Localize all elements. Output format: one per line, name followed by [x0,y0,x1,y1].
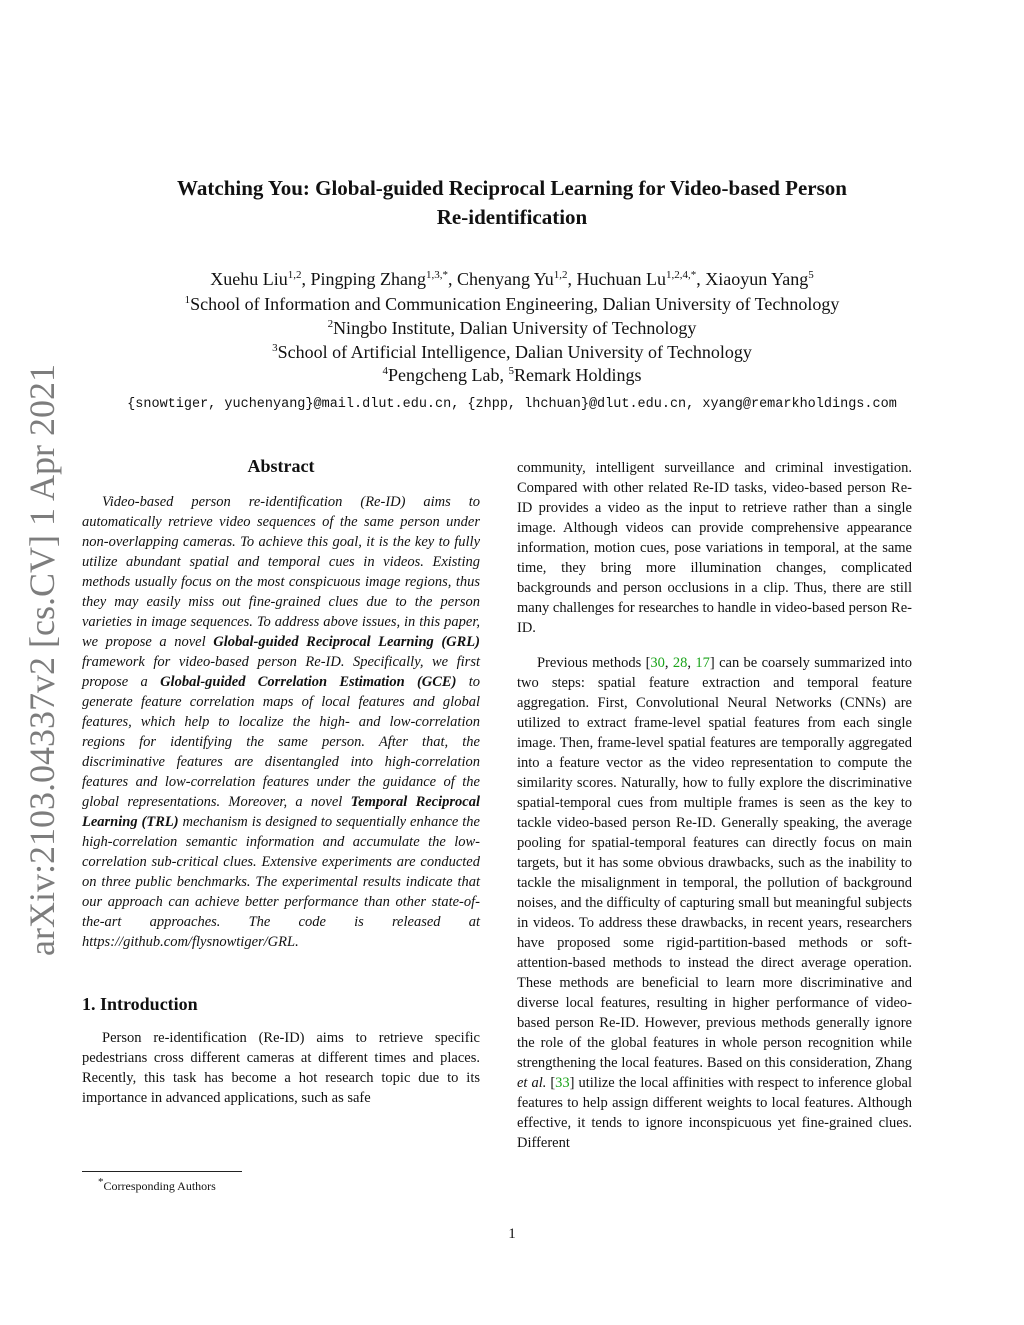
author: Chenyang Yu$^{1,2}$, [456,269,577,289]
author: Xiaoyun Yang$^5$ [705,269,814,289]
left-column [82,456,480,1108]
paper-title-line2: Re-identification [436,205,588,229]
right-paragraph-2: Previous methods [30, 28, 17] can be coarsely summarized into two steps: spatial feature extraction and temporal feature aggregation. First, Convolutional Neural Networks (CNNs) are utilized to extract frame-level spatial features from each single image. Then, frame-level spatial features are temporally aggregated into a feature vector as the video representation to compute the similarity scores. Naturally, how to fully explore the discriminative spatial-temporal cues from multiple frames is seen as the key to tackle video-based person Re-ID. Generally speaking, the average pooling for spatial-temporal features can directly focus on main targets, but it has some obvious drawbacks, such as the inability to tackle the misalignment in temporal, the pollution of background noises, and the difficulty of capturing small but meaningful subjects in videos. To address these drawbacks, in recent years, researchers have proposed some rigid-partition-based methods or soft-attention-based methods to instead the direct average operation. These methods are beneficial to learn more discriminative and diverse local features, resulting in higher performance of video-based person Re-ID. However, previous methods generally ignore the role of the global features in whole person recognition while strengthening the local features. Based on this consideration, Zhang et al. [33] utilize the local affinities with respect to inference global features to help assign different weights to local features. Although effective, it tends to ignore inconspicuous yet fine-grained clues. Different [517,655,913,1151]
footnote-rule [82,1171,242,1172]
affiliation-3: $^3$School of Artificial Intelligence, Dalian University of Technology [272,342,752,362]
citation-link[interactable]: 28 [672,655,688,671]
abstract-heading: Abstract [247,456,315,476]
affiliation-1: $^1$School of Information and Communication Engineering, Dalian University of Technology [184,294,840,314]
author: Xuehu Liu$^{1,2}$, [210,269,311,289]
citation-link[interactable]: 30 [650,655,665,671]
right-column [517,458,912,1153]
footnote: *Corresponding Authors [98,1176,216,1193]
author: Huchuan $Lu^{1,2,4,*}$, [576,269,706,289]
affiliation-4-5: $^4$Pengcheng Lab, $^5$Remark Holdings [382,365,642,385]
introduction-paragraph: Person re-identification (Re-ID) aims to retrieve specific pedestrians cross different cameras at different times and places. Recently, this task has become a hot research topic due to its importance in advanced applications, such as safe [82,1030,480,1106]
introduction-heading: 1. Introduction [82,994,198,1014]
citation-link[interactable]: 33 [555,1075,570,1091]
paper-title-line1: Watching You: Global-guided Reciprocal Learning for Video-based Person [177,176,847,200]
right-paragraph-1: community, intelligent surveillance and criminal investigation. Compared with other related Re-ID tasks, video-based person Re-ID provides a video as the input to retrieve rather than a single image. Although videos can provide comprehensive appearance information, motion cues, pose variations in temporal, at the same time, they bring more illumination changes, complicated backgrounds and person occlusions in a clip. Thus, there are still many challenges for researches to handle in video-based person Re-ID. [517,460,912,636]
abstract-text: Video-based person re-identification (Re-ID) aims to automatically retrieve video sequences of the same person under non-overlapping cameras. To achieve this goal, it is the key to fully utilize abundant spatial and temporal cues in videos. Existing methods usually focus on the most conspicuous image regions, thus they may easily miss out fine-grained clues due to the person varieties in image sequences. To address above issues, in this paper, we propose a novel Global-guided Reciprocal Learning (GRL) framework for video-based person Re-ID. Specifically, we first propose a Global-guided Correlation Estimation (GCE) to generate feature correlation maps of local features and global features, which help to localize the high- and low-correlation regions for identifying the same person. After that, the discriminative features are disentangled into high-correlation features and low-correlation features under the guidance of the global representations. Moreover, a novel Temporal Reciprocal Learning (TRL) mechanism is designed to sequentially enhance the high-correlation semantic information and accumulate the low-correlation sub-critical clues. Extensive experiments are conducted on three public benchmarks. The experimental results indicate that our approach can achieve better performance than other state-of-the-art approaches. The code is released at https://github.com/flysnowtiger/GRL. [82,494,481,950]
affiliation-2: $^2$Ningbo Institute, Dalian University of Technology [327,318,697,338]
citation-link[interactable]: 17 [695,655,710,671]
arxiv-id: arXiv:2103.04337v2 [cs.CV] 1 Apr 2021 [22,364,62,956]
author-list [0,268,1024,292]
page-number: 1 [508,1226,516,1242]
author-emails: {snowtiger, yuchenyang}@mail.dlut.edu.cn, {zhpp, lhchuan}@dlut.edu.cn, xyang@remarkholdings.com [127,397,897,412]
author: Pingping Zhang$^{1,3,*}$, [310,269,457,289]
